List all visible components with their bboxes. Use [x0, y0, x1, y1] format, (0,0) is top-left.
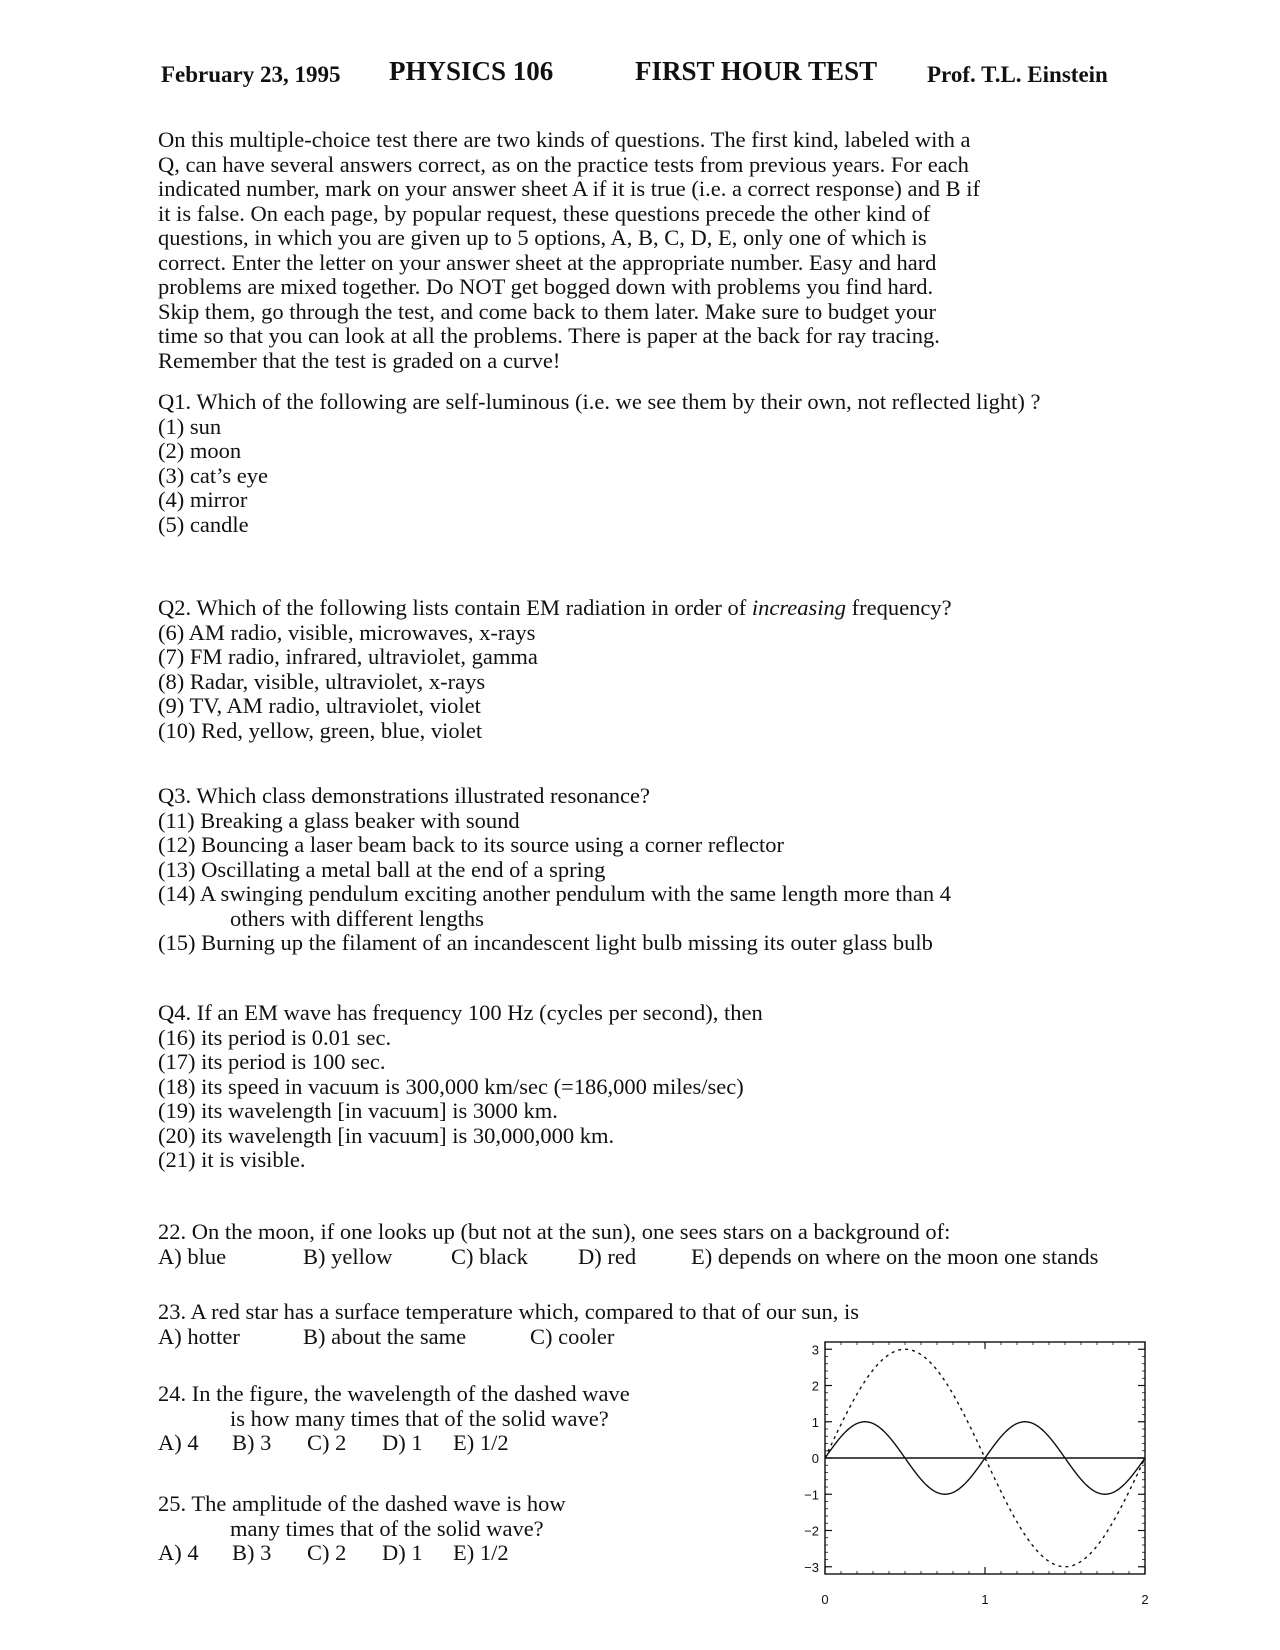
question-25	[158, 1492, 718, 1566]
question-stem-continuation: many times that of the solid wave?	[230, 1515, 544, 1541]
option: A) hotter	[158, 1323, 240, 1349]
option: E) depends on where on the moon one stands	[691, 1243, 1099, 1269]
answer-item: (11) Breaking a glass beaker with sound	[158, 807, 520, 833]
stem-emphasis: increasing	[751, 595, 847, 620]
intro-line: problems are mixed together. Do NOT get bogged down with problems you find hard.	[158, 274, 934, 299]
stem-text: frequency?	[846, 595, 952, 620]
answer-item: (1) sun	[158, 413, 222, 439]
intro-line: correct. Enter the letter on your answer sheet at the appropriate number. Easy and hard	[158, 249, 937, 275]
option: D) red	[578, 1243, 637, 1269]
question-stem: 23. A red star has a surface temperature which, compared to that of our sun, is	[158, 1299, 860, 1324]
question-stem: 22. On the moon, if one looks up (but not at the sun), one sees stars on a background of:	[158, 1219, 951, 1244]
x-tick-label: 2	[1141, 1592, 1149, 1607]
intro-line: indicated number, mark on your answer sheet A if it is true (i.e. a correct response) and B if	[158, 176, 980, 201]
question-stem-continuation: is how many times that of the solid wave?	[230, 1405, 609, 1431]
answer-item: (3) cat’s eye	[158, 462, 268, 488]
y-tick-label: −2	[804, 1523, 819, 1539]
intro-line: Q, can have several answers correct, as on the practice tests from previous years. For each	[158, 151, 969, 177]
answer-item: (13) Oscillating a metal ball at the end of a spring	[158, 856, 606, 882]
option: A) 4	[158, 1540, 199, 1565]
test-title: FIRST HOUR TEST	[635, 56, 878, 86]
answer-item: (16) its period is 0.01 sec.	[158, 1024, 392, 1050]
option: A) blue	[158, 1243, 227, 1269]
answer-item: (18) its speed in vacuum is 300,000 km/sec (=186,000 miles/sec)	[158, 1073, 744, 1099]
question-24	[158, 1382, 718, 1456]
answer-item: (20) its wavelength [in vacuum] is 30,000,000 km.	[158, 1122, 615, 1148]
test-header	[0, 56, 1280, 96]
option: E) 1/2	[453, 1430, 509, 1455]
option: B) yellow	[303, 1243, 393, 1269]
option: C) 2	[307, 1430, 347, 1455]
option: A) 4	[158, 1430, 199, 1455]
question-stem: Q1. Which of the following are self-luminous (i.e. we see them by their own, not reflected light) ?	[158, 389, 1041, 414]
question-stem: 24. In the figure, the wavelength of the dashed wave	[158, 1381, 630, 1406]
answer-item: (21) it is visible.	[158, 1147, 306, 1172]
instructions-paragraph	[158, 128, 1088, 373]
intro-line: Skip them, go through the test, and come back to them later. Make sure to budget your	[158, 298, 936, 324]
x-tick-label: 0	[821, 1592, 829, 1607]
y-tick-label: −3	[804, 1559, 819, 1575]
answer-item: (2) moon	[158, 438, 242, 463]
answer-item: (4) mirror	[158, 487, 248, 512]
question-stem: Q4. If an EM wave has frequency 100 Hz (cycles per second), then	[158, 1000, 763, 1025]
question-22	[158, 1220, 1278, 1270]
answer-item: (12) Bouncing a laser beam back to its source using a corner reflector	[158, 832, 785, 857]
answer-item: (6) AM radio, visible, microwaves, x-rays	[158, 619, 536, 645]
question-q3	[158, 784, 1158, 956]
question-stem	[158, 596, 1158, 621]
x-tick-label: 1	[981, 1592, 989, 1607]
question-q4	[158, 1001, 1158, 1173]
option: B) 3	[232, 1540, 272, 1565]
intro-line: it is false. On each page, by popular request, these questions precede the other kind of	[158, 200, 931, 226]
option: C) cooler	[530, 1323, 615, 1349]
y-tick-label: 0	[811, 1451, 819, 1466]
intro-line: On this multiple-choice test there are two kinds of questions. The first kind, labeled with a	[158, 127, 971, 152]
answer-item: (17) its period is 100 sec.	[158, 1049, 386, 1074]
question-q2	[158, 596, 1158, 743]
answer-item-continuation: others with different lengths	[230, 905, 484, 931]
option: E) 1/2	[453, 1540, 509, 1565]
question-stem: Q3. Which class demonstrations illustrated resonance?	[158, 783, 650, 808]
professor-name: Prof. T.L. Einstein	[927, 62, 1108, 87]
answer-item: (9) TV, AM radio, ultraviolet, violet	[158, 693, 481, 718]
y-tick-label: 2	[811, 1378, 819, 1394]
intro-line: questions, in which you are given up to 5 options, A, B, C, D, E, only one of which is	[158, 225, 927, 250]
option: C) 2	[307, 1540, 347, 1565]
course-title: PHYSICS 106	[389, 56, 554, 86]
answer-item: (19) its wavelength [in vacuum] is 3000 km.	[158, 1098, 558, 1123]
answer-item: (7) FM radio, infrared, ultraviolet, gamma	[158, 644, 538, 669]
option: B) about the same	[303, 1323, 467, 1349]
intro-line: Remember that the test is graded on a curve!	[158, 347, 561, 373]
wave-figure	[795, 1328, 1195, 1618]
options-row	[158, 1245, 1278, 1270]
options-row	[158, 1541, 718, 1566]
question-q1	[158, 390, 1158, 537]
y-tick-label: −1	[804, 1487, 819, 1503]
stem-text: Q2. Which of the following lists contain EM radiation in order of	[158, 595, 752, 620]
option: D) 1	[382, 1430, 423, 1455]
answer-item: (5) candle	[158, 511, 249, 537]
answer-item: (15) Burning up the filament of an incandescent light bulb missing its outer glass bulb	[158, 930, 933, 955]
test-date: February 23, 1995	[161, 62, 341, 87]
option: C) black	[451, 1243, 528, 1269]
option: D) 1	[382, 1540, 423, 1565]
answer-item: (14) A swinging pendulum exciting another pendulum with the same length more than 4	[158, 881, 951, 906]
y-tick-label: 1	[811, 1414, 819, 1430]
answer-item: (8) Radar, visible, ultraviolet, x-rays	[158, 668, 486, 694]
y-tick-label: 3	[811, 1342, 819, 1358]
intro-line: time so that you can look at all the problems. There is paper at the back for ray tracing.	[158, 323, 940, 348]
answer-item: (10) Red, yellow, green, blue, violet	[158, 717, 483, 743]
option: B) 3	[232, 1430, 272, 1455]
question-stem: 25. The amplitude of the dashed wave is how	[158, 1491, 566, 1516]
options-row	[158, 1431, 718, 1456]
